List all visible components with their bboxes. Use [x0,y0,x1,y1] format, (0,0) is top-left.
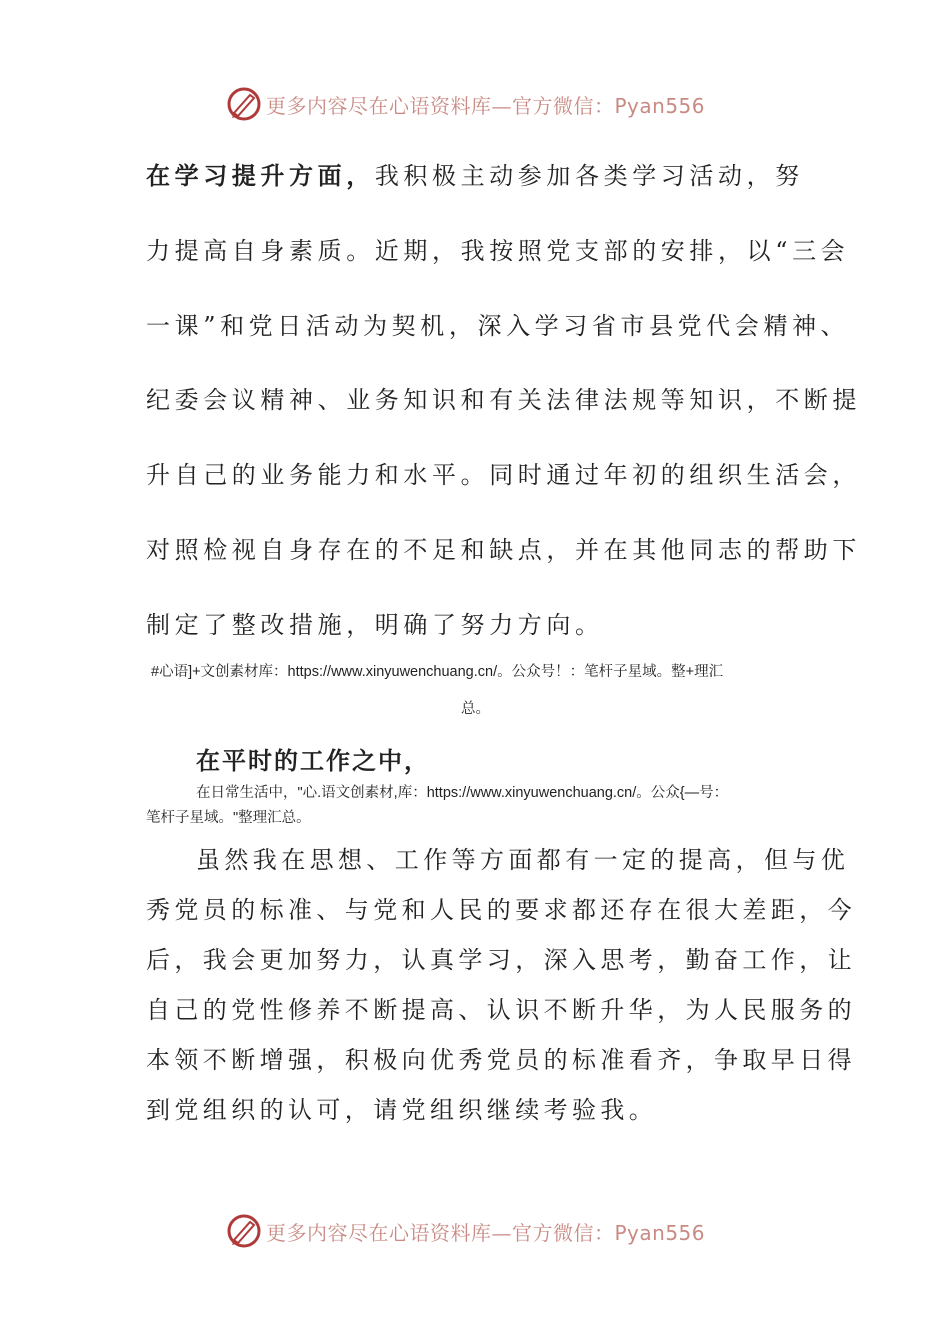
watermark-note-line: 总。 [461,701,490,717]
paragraph-line: 制定了整改措施，明确了努力方向。 [146,611,604,639]
paragraph-line: 本领不断增强，积极向优秀党员的标准看齐，争取早日得 [146,1046,856,1074]
watermark-note-line: 笔杆子星域。"整理汇总。 [146,810,311,826]
watermark-note-line: 在日常生活中，"心.语文创素材,库：https://www.xinyuwenchuang.cn/。公众{—号： [196,785,729,801]
paragraph-line: 对照检视自身存在的不足和缺点，并在其他同志的帮助下 [146,536,861,564]
paragraph-line: 力提高自身素质。近期，我按照党支部的安排，以“三会 [146,237,850,265]
paragraph-line: 秀党员的标准、与党和人民的要求都还存在很大差距，今 [146,896,856,924]
paragraph-line: 到党组织的认可，请党组织继续考验我。 [146,1096,658,1124]
watermark-note-line: #心语]+文创素材库：https://www.xinyuwenchuang.cn/。公众号！：笔杆子星域。整+理汇 [151,664,724,680]
paragraph-line: 虽然我在思想、工作等方面都有一定的提高，但与优 [196,846,850,874]
header-banner [0,84,950,124]
paragraph-line: 一课”和党日活动为契机，深入学习省市县党代会精神、 [146,312,850,340]
paragraph-line: 在学习提升方面，我积极主动参加各类学习活动，努 [146,161,804,190]
paragraph-line: 后，我会更加努力，认真学习，深入思考，勤奋工作，让 [146,946,856,974]
paragraph-line: 升自己的业务能力和水平。同时通过年初的组织生活会， [146,461,861,489]
banner-text: 更多内容尽在心语资料库—官方微信：Pyan556 [266,1220,706,1245]
pen-logo-icon [226,86,262,122]
banner-text: 更多内容尽在心语资料库—官方微信：Pyan556 [266,93,706,118]
section-heading: 在平时的工作之中， [196,746,430,775]
footer-banner [0,1211,950,1251]
paragraph-line: 自己的党性修养不断提高、认识不断升华，为人民服务的 [146,996,856,1024]
pen-logo-icon [226,1213,262,1249]
paragraph-line: 纪委会议精神、业务知识和有关法律法规等知识，不断提 [146,386,861,414]
section-lead-heading: 在学习提升方面， [146,161,375,190]
